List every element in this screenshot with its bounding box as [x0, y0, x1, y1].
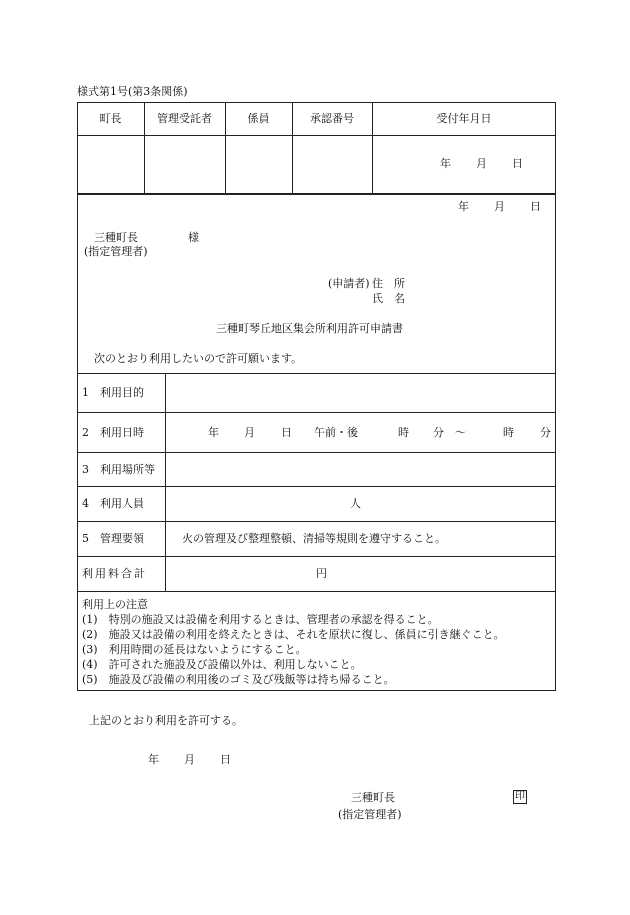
approval-day: 日 — [220, 753, 231, 766]
approval-statement: 上記のとおり利用を許可する。 — [89, 714, 243, 727]
datetime-hour-start: 時 — [398, 426, 409, 439]
seal-stamp: 印 — [515, 791, 525, 802]
receipt-year: 年 — [440, 157, 451, 170]
datetime-minute-start: 分 — [433, 426, 444, 439]
addressee: 三種町長 — [94, 231, 138, 244]
applicant-name-label: 氏 名 — [372, 292, 405, 305]
datetime-hour-end: 時 — [503, 426, 514, 439]
datetime-minute-end: 分 — [540, 426, 551, 439]
approval-year: 年 — [148, 753, 159, 766]
note-item: (4) 許可された施設及び設備以外は、利用しないこと。 — [82, 658, 362, 671]
datetime-year: 年 — [208, 426, 219, 439]
receipt-day: 日 — [512, 157, 523, 170]
header-divider — [77, 135, 556, 136]
approval-month: 月 — [184, 753, 195, 766]
note-item: (5) 施設及び設備の利用後のゴミ及び残飯等は持ち帰ること。 — [82, 673, 395, 686]
row-datetime-label: 2 利用日時 — [82, 426, 144, 439]
applicant-prefix: (申請者) — [328, 277, 370, 290]
header-col-mayor: 町長 — [99, 112, 122, 125]
note-item: (2) 施設又は設備の利用を終えたときは、それを原状に復し、係員に引き継ぐこと。 — [82, 628, 505, 641]
applicant-address-label: 住 所 — [372, 277, 405, 290]
row-purpose-label: 1 利用目的 — [82, 386, 144, 399]
approval-signer: 三種町長 — [351, 791, 395, 804]
datetime-month: 月 — [244, 426, 255, 439]
row-fee-label: 利用料合計 — [82, 567, 147, 580]
form-number: 様式第1号(第3条関係) — [77, 85, 188, 98]
header-col-contractor: 管理受託者 — [157, 112, 212, 125]
note-item: (3) 利用時間の延長はないようにすること。 — [82, 643, 307, 656]
note-item: (1) 特別の施設又は設備を利用するときは、管理者の承認を得ること。 — [82, 613, 439, 626]
document-title: 三種町琴丘地区集会所利用許可申請書 — [216, 322, 403, 335]
datetime-day: 日 — [281, 426, 292, 439]
intro-text: 次のとおり利用したいので許可願います。 — [94, 352, 303, 365]
header-col-receipt-date: 受付年月日 — [436, 112, 492, 125]
row-divider — [77, 521, 556, 522]
addressee-sub: (指定管理者) — [84, 245, 148, 258]
row-divider — [77, 591, 556, 592]
label-column-line — [165, 373, 166, 591]
management-rules-text: 火の管理及び整理整頓、清掃等規則を遵守すること。 — [182, 532, 446, 545]
row-divider — [77, 452, 556, 453]
application-day: 日 — [530, 200, 541, 213]
row-divider — [77, 486, 556, 487]
row-people-label: 4 利用人員 — [82, 497, 144, 510]
row-divider — [77, 412, 556, 413]
receipt-month: 月 — [476, 157, 487, 170]
datetime-ampm: 午前・後 — [314, 426, 358, 439]
application-month: 月 — [494, 200, 505, 213]
approval-signer-sub: (指定管理者) — [338, 808, 402, 821]
addressee-honorific: 様 — [188, 231, 199, 244]
people-unit: 人 — [350, 497, 361, 510]
notes-heading: 利用上の注意 — [82, 598, 148, 611]
fee-unit: 円 — [316, 567, 327, 580]
header-col-staff: 係員 — [247, 112, 270, 125]
row-divider — [77, 373, 556, 374]
datetime-range-tilde: ～ — [455, 426, 466, 439]
header-col-approval-number: 承認番号 — [310, 112, 354, 125]
row-management-label: 5 管理要領 — [82, 532, 144, 545]
row-divider — [77, 556, 556, 557]
row-place-label: 3 利用場所等 — [82, 463, 155, 476]
application-year: 年 — [458, 200, 469, 213]
